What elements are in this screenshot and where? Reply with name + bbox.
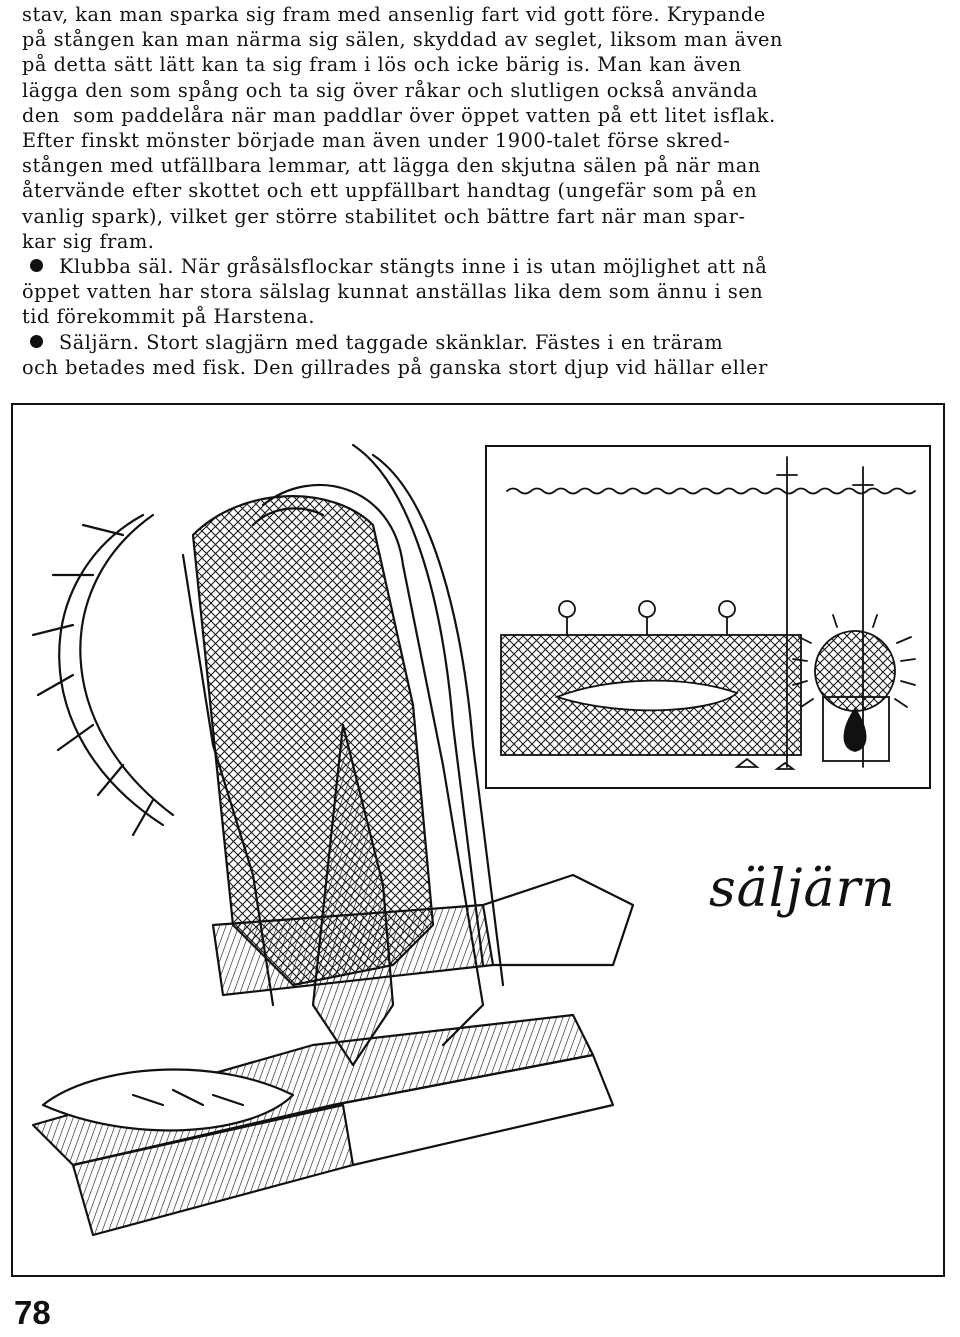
figure-caption: säljärn: [709, 859, 896, 919]
klubba-text-2: öppet vatten har stora sälslag kunnat anställas lika dem som ännu i sen: [22, 280, 764, 304]
text-line-7: stången med utfällbara lemmar, att lägga den skjutna sälen på när man: [22, 154, 761, 178]
bullet-icon: [30, 259, 43, 272]
saljarn-text-1: Stort slagjärn med taggade skänklar. Fästes i en träram: [139, 330, 724, 354]
illustration-frame: [11, 403, 945, 1277]
text-line-9: vanlig spark), vilket ger större stabilitet och bättre fart när man spar-: [22, 204, 746, 228]
underwater-trap-diagram-icon: [487, 447, 929, 787]
saljarn-paragraph-line-1: [22, 330, 948, 355]
text-line-4: lägga den som spång och ta sig över råkar och slutligen också använda: [22, 78, 759, 102]
page-number: 78: [14, 1294, 51, 1331]
text-line-8: återvände efter skottet och ett uppfällbart handtag (ungefär som på en: [22, 179, 758, 203]
text-line-1: stav, kan man sparka sig fram med ansenlig fart vid gott före. Krypande: [22, 3, 766, 26]
klubba-text-3: tid förekommit på Harstena.: [22, 305, 316, 329]
saljarn-heading: Säljärn.: [59, 330, 140, 354]
body-text: [22, 2, 948, 380]
text-line-3: på detta sätt lätt kan ta sig fram i lös och icke bärig is. Man kan även: [22, 53, 742, 77]
text-line-10: kar sig fram.: [22, 229, 155, 253]
text-line-5: den som paddelåra när man paddlar över öppet vatten på ett litet isflak.: [22, 103, 776, 127]
klubba-heading: Klubba säl.: [59, 255, 175, 279]
text-line-6: Efter finskt mönster började man även under 1900-talet förse skred-: [22, 129, 731, 153]
saljarn-text-2: och betades med fisk. Den gillrades på ganska stort djup vid hällar eller: [22, 355, 768, 379]
trap-placement-diagram: [485, 445, 931, 789]
text-line-2: på stången kan man närma sig sälen, skyddad av seglet, liksom man även: [22, 28, 783, 52]
klubba-text-1: När gråsälsflockar stängts inne i is utan möjlighet att nå: [174, 255, 768, 279]
klubba-paragraph-line-1: [22, 254, 948, 279]
bullet-icon: [30, 335, 43, 348]
